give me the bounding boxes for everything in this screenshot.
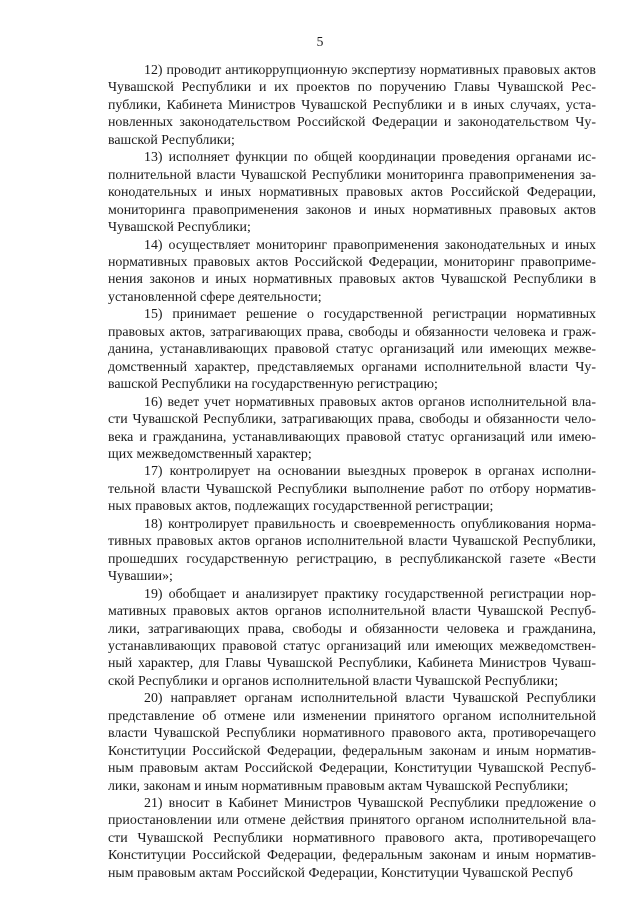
paragraph-item-18: 18) контролирует правильность и своевременность опубликования нормативных правовых актов органов исполнительной власти Чувашской Республики, прошедших государственную регистрацию, в республиканской газете «Вести Чувашии»; <box>108 516 596 585</box>
paragraph-item-21: 21) вносит в Кабинет Министров Чувашской Республики предложение о приостановлении или отмене действия принятого органом исполнительной власти Чувашской Республики нормативного правового акта, противоречащего Конституции Российской Федерации, федеральным законам и иным нормативным правовым актам Российской Федерации, Конституции Чувашской Респуб <box>108 796 596 881</box>
paragraph-item-16: 16) ведет учет нормативных правовых актов органов исполнительной власти Чувашской Республики, затрагивающих права, свободы и обязанности человека и гражданина, устанавливающих правовой статус организаций или имеющих межведомственный характер; <box>108 394 596 462</box>
document-body <box>108 62 596 882</box>
paragraph-item-15: 15) принимает решение о государственной регистрации нормативных правовых актов, затрагивающих права, свободы и обязанности человека и гражданина, устанавливающих правовой статус организаций или имеющих межведомственный характер, представляемых органами исполнительной власти Чувашской Республики на государственную регистрацию; <box>108 307 596 393</box>
paragraph-item-14: 14) осуществляет мониторинг правоприменения законодательных и иных нормативных правовых актов Российской Федерации, мониторинг правоприменения законов и иных нормативных правовых актов Чувашской Республики в установленной сфере деятельности; <box>108 237 596 305</box>
paragraph-item-13: 13) исполняет функции по общей координации проведения органами исполнительной власти Чувашской Республики мониторинга правоприменения законодательных и иных нормативных правовых актов Российской Федерации, мониторинга правоприменения законов и иных нормативных правовых актов Чувашской Республики; <box>108 150 596 236</box>
paragraph-item-20: 20) направляет органам исполнительной власти Чувашской Республики представление об отмене или изменении принятого органом исполнительной власти Чувашской Республики нормативного правового акта, противоречащего Конституции Российской Федерации, федеральным законам и иным нормативным правовым актам Российской Федерации, Конституции Чувашской Республики, законам и иным нормативным правовым актам Чувашской Республики; <box>108 691 596 794</box>
paragraph-item-12: 12) проводит антикоррупционную экспертизу нормативных правовых актов Чувашской Республики и их проектов по поручению Главы Чувашской Республики, Кабинета Министров Чувашской Республики и в иных случаях, установленных законодательством Российской Федерации и законодательством Чувашской Республики; <box>108 63 596 148</box>
paragraph-item-19: 19) обобщает и анализирует практику государственной регистрации нормативных правовых актов органов исполнительной власти Чувашской Республики, затрагивающих права, свободы и обязанности человека и гражданина, устанавливающих правовой статус организаций или имеющих межведомственный характер, для Главы Чувашской Республики, Кабинета Министров Чувашской Республики и органов исполнительной власти Чувашской Республики; <box>108 586 596 689</box>
paragraph-item-17: 17) контролирует на основании выездных проверок в органах исполнительной власти Чувашской Республики выполнение работ по отбору нормативных правовых актов, подлежащих государственной регистрации; <box>108 464 596 515</box>
page-number: 5 <box>316 34 324 49</box>
